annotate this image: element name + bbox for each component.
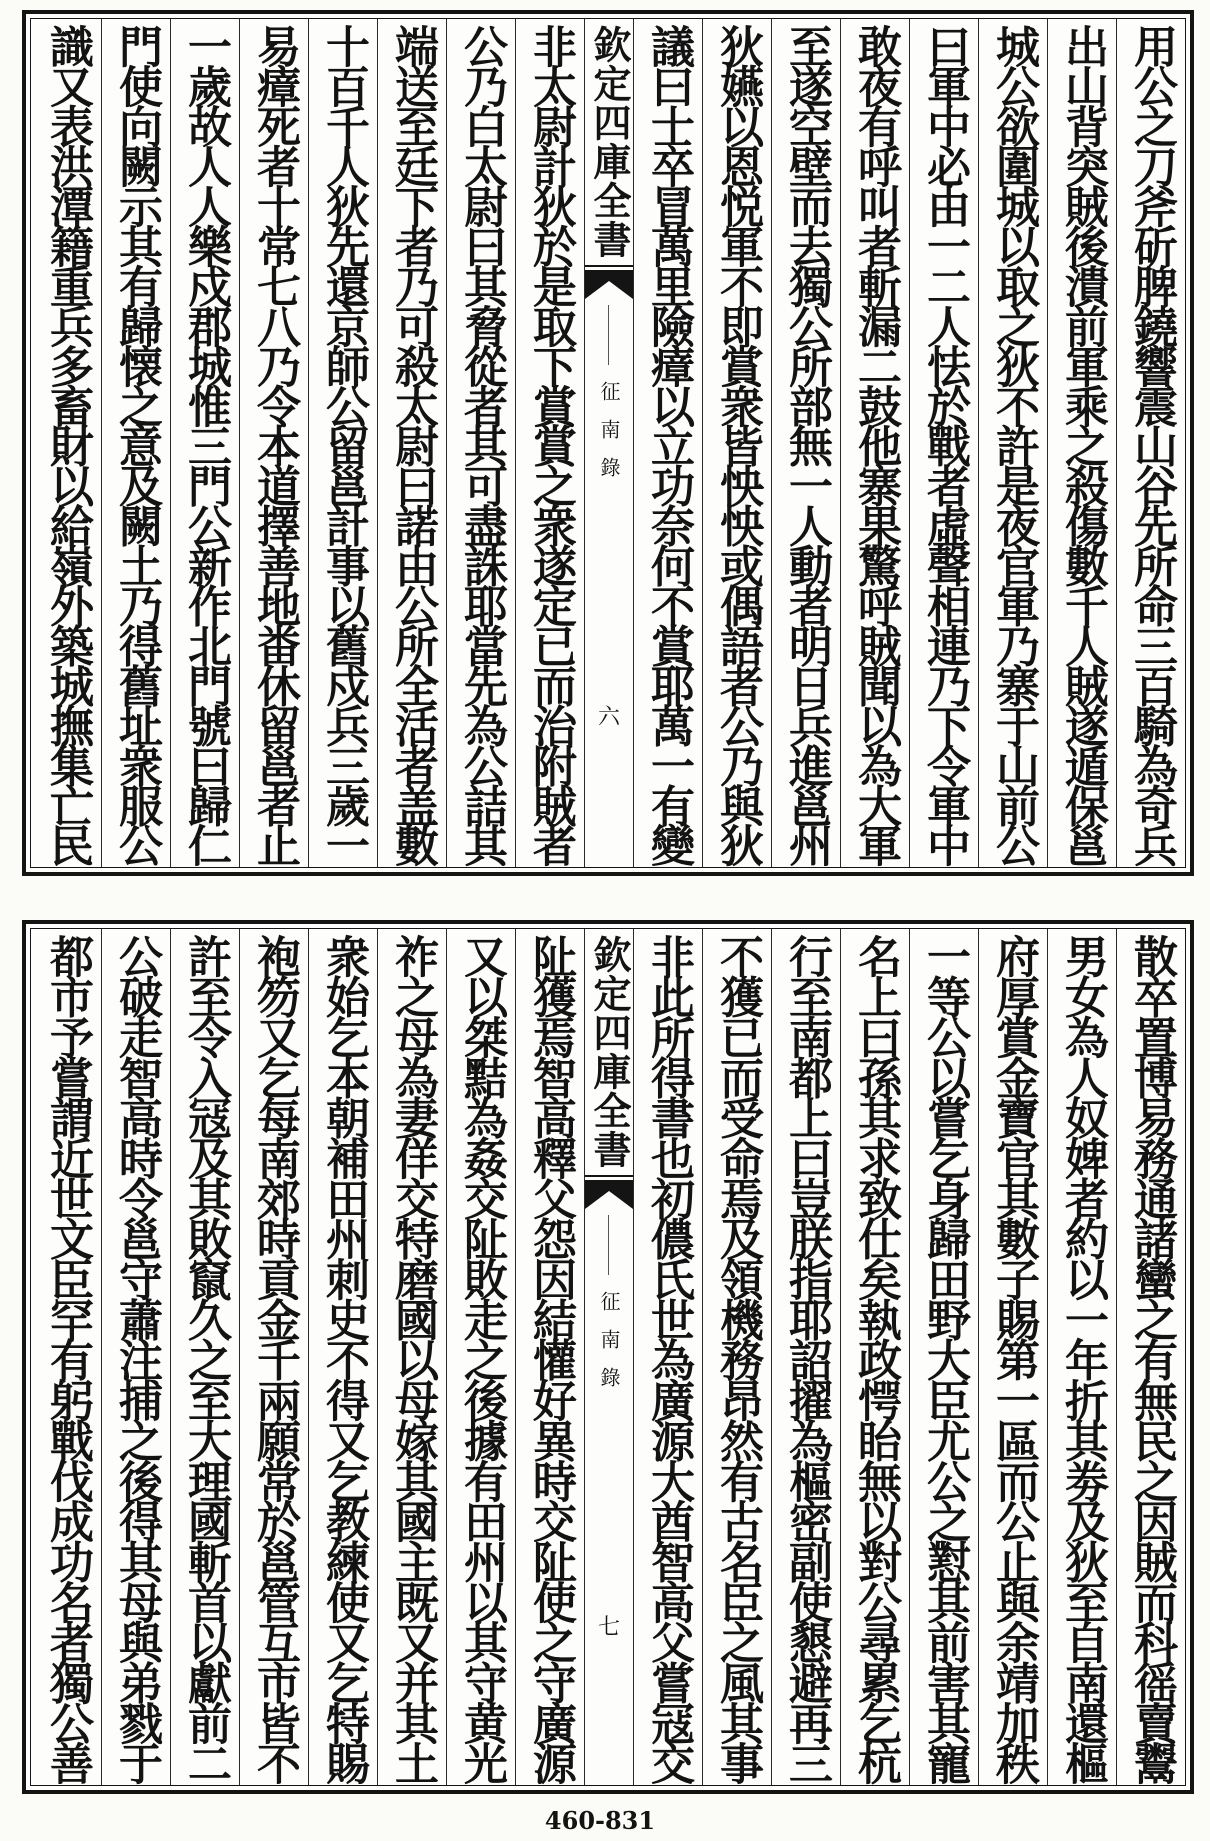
text-column: 袍笏又乞每南郊時貢金千兩願常於邕管互市皆不: [239, 929, 308, 1785]
text-column: 十百千人狄先還京師公留邕計事以舊戍兵三歲一: [308, 19, 377, 867]
fold-rule: [608, 305, 609, 365]
text-column: 至遂空壁而去獨公所部無一人動者明日兵進邕州: [771, 19, 840, 867]
fishtail-mark: [585, 1175, 633, 1209]
text-column: 許至令入冦及其敗竄久之至大理國斬首以獻前二: [170, 929, 239, 1785]
fold-book-title: 征南錄: [597, 381, 621, 477]
text-column: 城公欲圍城以取之狄不許是夜官軍乃寨于山前公: [978, 19, 1047, 867]
text-column: 曰軍中必由一二人怯於戰者虛聲相連乃下令軍中: [909, 19, 978, 867]
text-column: 不獲已而受命焉及領機務昂然有古名臣之風其事: [702, 929, 771, 1785]
fishtail-mark: [585, 265, 633, 299]
fold-page-number: 六: [597, 705, 620, 730]
text-column: 端送至廷下者乃可殺太尉曰諾由公所全活者盖數: [377, 19, 446, 867]
text-column: 公乃白太尉曰其脅從者其可盡誅耶當先為公詰其: [446, 19, 515, 867]
text-column: 一等公以嘗乞身歸田野大臣尤公之懟其前害其寵: [909, 929, 978, 1785]
text-column: 門使向闕示其有歸懐之意及闕土乃得舊址衆服公: [101, 19, 170, 867]
top-leaf: [22, 10, 1194, 876]
text-column: 敢夜有呼叫者斬漏二鼓他寨果驚呼賊聞以為大軍: [840, 19, 909, 867]
bottom-leaf: [22, 920, 1194, 1794]
text-column: 識又表洪潭籍重兵多畜財以給嶺外築城撫集亡民: [42, 24, 93, 862]
text-column: 男女為人奴婢者約以一年折其劵及狄至自南還樞: [1047, 929, 1116, 1785]
center-fold: [584, 19, 633, 867]
text-column: 易瘴死者十常七八乃令本道擇善地畨休留邕者止: [239, 19, 308, 867]
text-column: 散卒置博易務通諸蠻之有無民之因賊而科徭賣鬻: [1116, 929, 1185, 1785]
text-column: 非太尉計狄於是取下賞賞之衆遂定已而治附賊者: [515, 19, 584, 867]
text-column: 都市予嘗謂近世文臣罕有躬戰伐成功名者獨公善: [42, 934, 93, 1780]
text-column: 出山背突賊後潰前軍乘之殺傷數千人賊遂遁保邕: [1047, 19, 1116, 867]
text-column: 府厚賞金寶官其數子賜第一區而公止與余靖加秩: [978, 929, 1047, 1785]
page-reference: 460-831: [544, 1806, 656, 1835]
text-column: 又以桀黠為姦交阯敗走之後據有田州以其守黄光: [446, 929, 515, 1785]
text-column: 衆始乞本朝補田州刺史不得又乞教練使又乞特賜: [308, 929, 377, 1785]
text-column: 議曰士卒冒萬里險瘴以立功奈何不賞耶萬一有變: [633, 19, 702, 867]
text-column: 狄嬿以恩悦軍不即賞衆皆怏怏或偶語者公乃與狄: [702, 19, 771, 867]
text-column: 用公之刀斧斫脾鐃響震山谷先所命三百騎為奇兵: [1116, 19, 1185, 867]
text-column: 祚之母為妻佯交特磨國以母嫁其國主既又并其土: [377, 929, 446, 1785]
text-column: 名上曰孫其求致仕矣執政愕眙無以對公尋累乞杭: [840, 929, 909, 1785]
center-fold: [584, 929, 633, 1785]
fold-title: 欽定四庫全書: [587, 935, 632, 1167]
text-column: 一歲故人人樂戍郡城惟三門公新作北門號曰歸仁: [170, 19, 239, 867]
text-column: 行至南都上曰豈朕指耶詔擢為樞密副使懇避再三: [771, 929, 840, 1785]
text-column: 阯獲焉智高釋父怨因結懽好異時交阯使之守廣源: [515, 929, 584, 1785]
leaf-frame: [30, 928, 1186, 1786]
fold-page-number: 七: [597, 1615, 620, 1640]
text-column: 非此所得書也初儂氏世為廣源大酋智高父嘗冦交: [633, 929, 702, 1785]
fold-rule: [608, 1215, 609, 1275]
fold-book-title: 征南錄: [597, 1291, 621, 1387]
text-column: 公破走智高時令邕守蕭注捕之後得其母與弟戮于: [101, 929, 170, 1785]
fold-title: 欽定四庫全書: [587, 25, 632, 257]
leaf-frame: [30, 18, 1186, 868]
